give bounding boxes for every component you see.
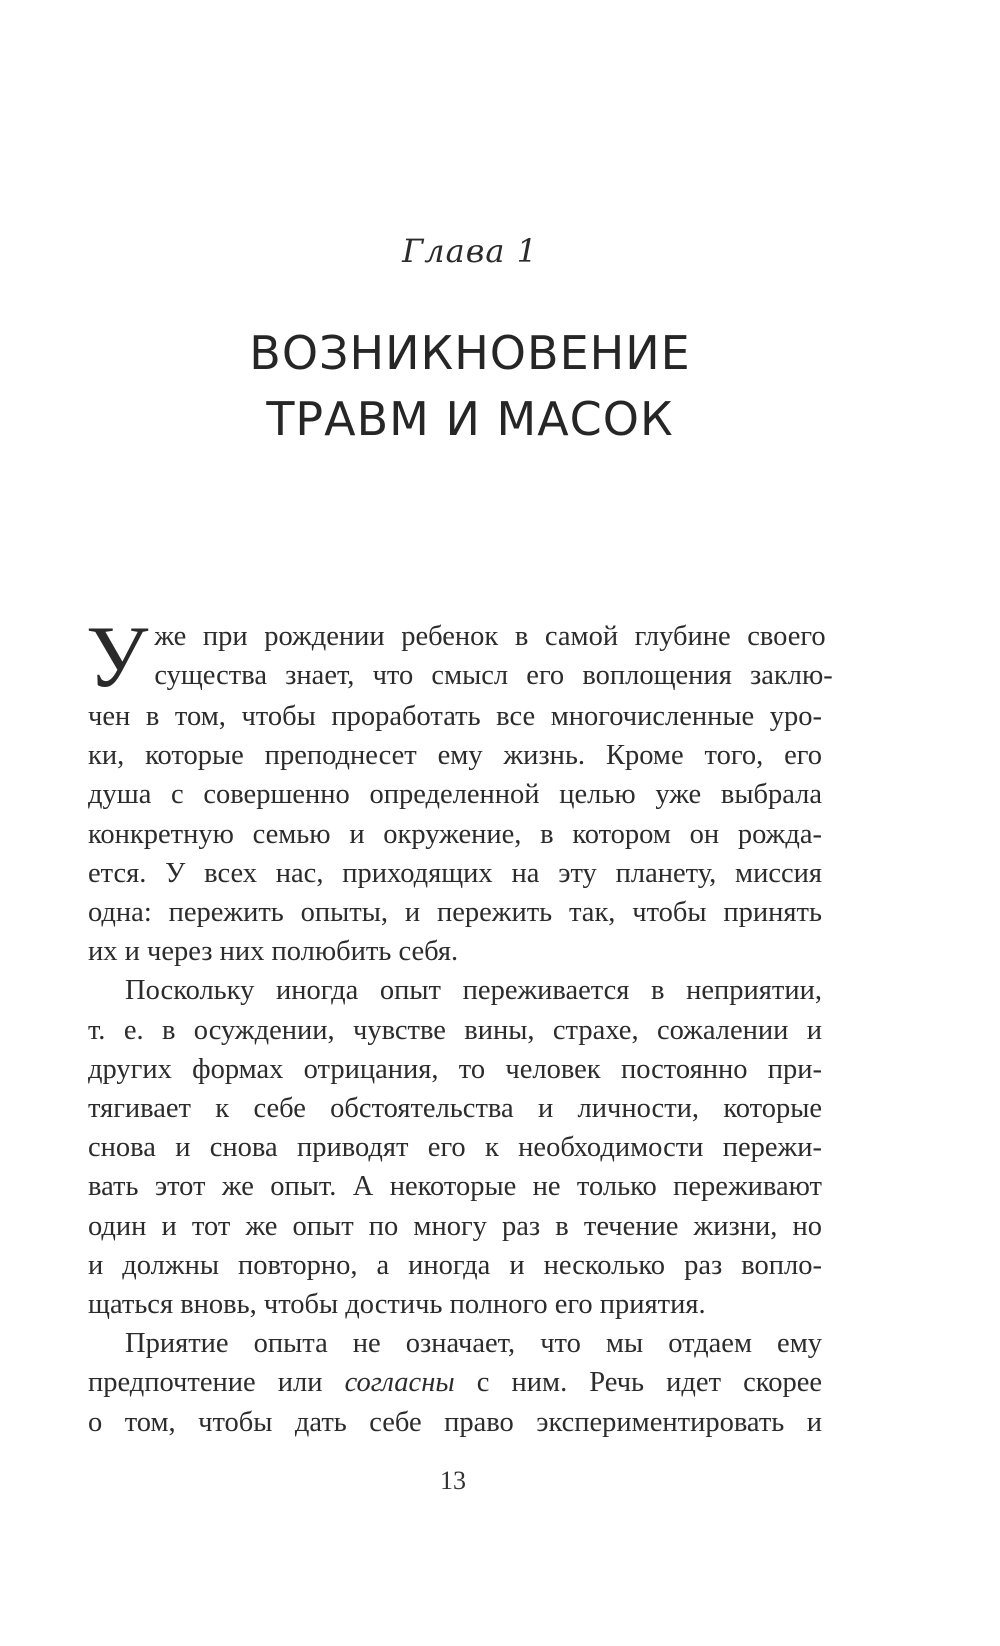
text-line: душа с совершенно определенной целью уже выбрала bbox=[88, 779, 822, 811]
text-segment: с ним. Речь идет скорее bbox=[454, 1367, 822, 1399]
text-line: щаться вновь, чтобы достичь полного его приятия. bbox=[88, 1289, 706, 1321]
text-line: Приятие опыта не означает, что мы отдаем ему bbox=[125, 1328, 822, 1360]
text-line: Поскольку иногда опыт переживается в неприятии, bbox=[125, 975, 822, 1007]
text-line: ется. У всех нас, приходящих на эту планету, миссия bbox=[88, 857, 822, 889]
text-line: вать этот же опыт. А некоторые не только переживают bbox=[88, 1171, 822, 1203]
text-line: снова и снова приводят его к необходимости пережи- bbox=[88, 1132, 822, 1164]
text-segment: предпочтение или bbox=[88, 1367, 345, 1399]
paragraph bbox=[88, 971, 822, 1324]
text-line: других формах отрицания, то человек постоянно при- bbox=[88, 1053, 822, 1085]
drop-cap: У bbox=[86, 609, 149, 706]
text-line: тягивает к себе обстоятельства и личности, которые bbox=[88, 1093, 822, 1125]
text-line: конкретную семью и окружение, в котором он рожда- bbox=[88, 818, 822, 850]
text-line: и должны повторно, а иногда и несколько раз вопло- bbox=[88, 1249, 822, 1281]
chapter-label: Глава 1 bbox=[402, 232, 538, 270]
chapter-title-line: ТРАВМ И МАСОК bbox=[266, 392, 674, 446]
text-line: т. е. в осуждении, чувстве вины, страхе, сожалении и bbox=[88, 1014, 822, 1046]
text-line: существа знает, что смысл его воплощения заклю- bbox=[154, 660, 833, 692]
text-line: ки, которые преподнесет ему жизнь. Кроме того, его bbox=[88, 740, 822, 772]
text-line: одна: пережить опыты, и пережить так, чтобы принять bbox=[88, 897, 822, 929]
text-line: их и через них полюбить себя. bbox=[88, 936, 459, 968]
paragraph bbox=[88, 1324, 822, 1442]
chapter-title-line: ВОЗНИКНОВЕНИЕ bbox=[249, 326, 691, 380]
paragraph bbox=[86, 609, 833, 971]
text-line: чен в том, чтобы проработать все многочисленные уро- bbox=[88, 701, 822, 732]
page-number: 13 bbox=[440, 1466, 466, 1495]
body-text bbox=[86, 609, 833, 1442]
emphasized-text: согласны bbox=[344, 1367, 455, 1399]
text-line bbox=[88, 1363, 822, 1402]
text-line: же при рождении ребенок в самой глубине своего bbox=[154, 621, 826, 652]
text-line: один и тот же опыт по многу раз в течение жизни, но bbox=[88, 1210, 822, 1242]
chapter-title bbox=[0, 320, 940, 452]
text-line: о том, чтобы дать себе право экспериментировать и bbox=[88, 1406, 822, 1438]
